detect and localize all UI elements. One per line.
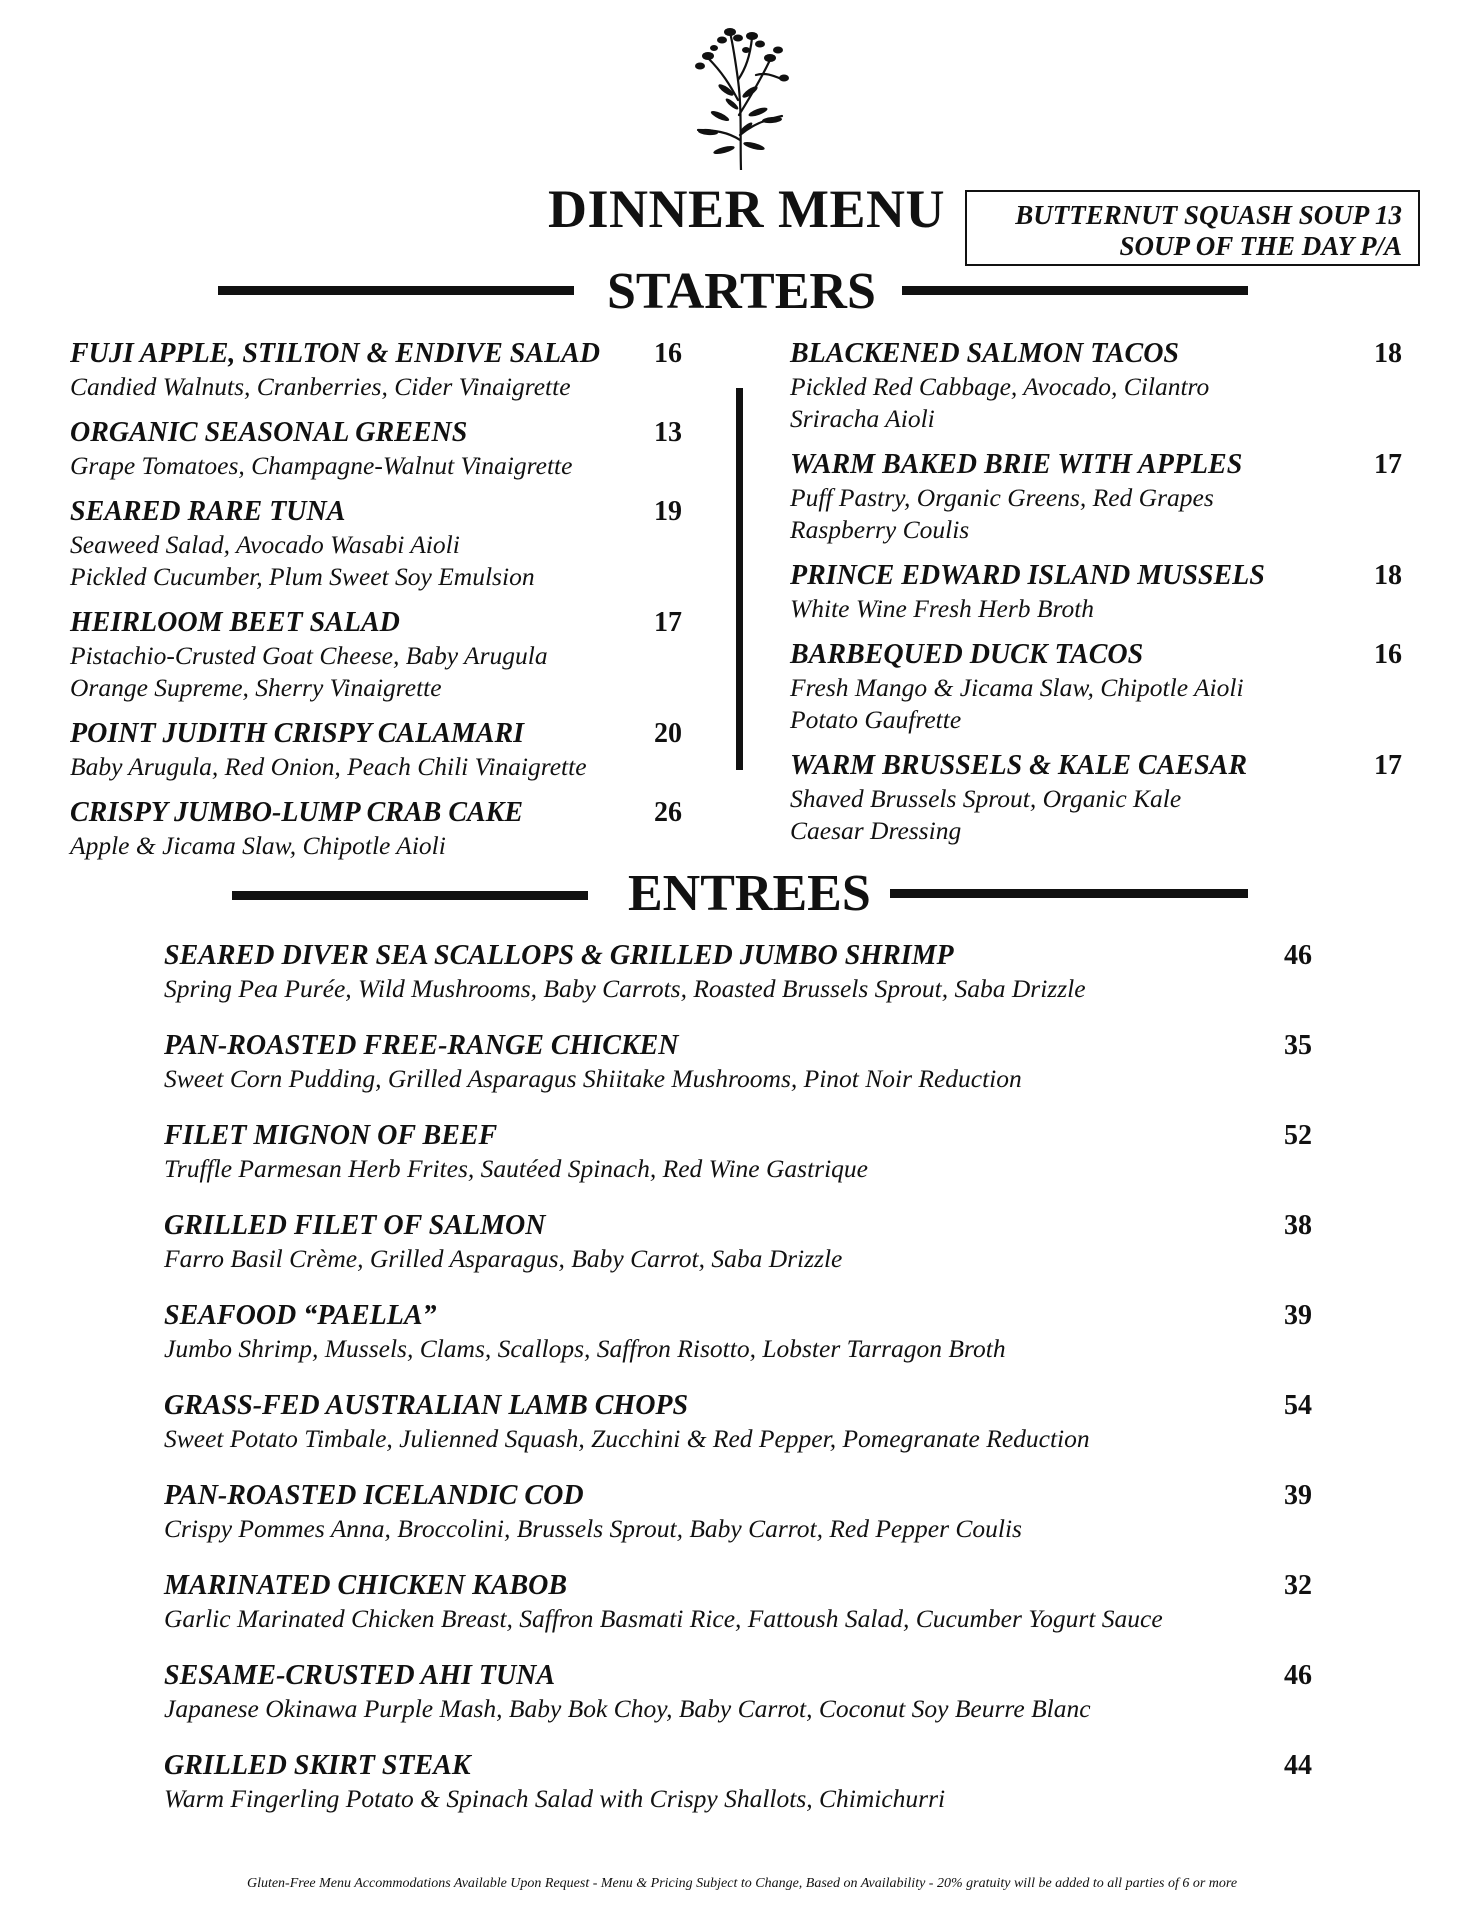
menu-item-price: 16 <box>654 338 682 369</box>
menu-item <box>70 338 690 403</box>
menu-item-price: 46 <box>1284 1660 1312 1691</box>
menu-item-description: Potato Gaufrette <box>790 705 962 734</box>
menu-item-description: Pickled Red Cabbage, Avocado, Cilantro <box>790 372 1210 401</box>
menu-item-name: PAN-ROASTED ICELANDIC COD <box>164 1480 584 1511</box>
menu-item-name: WARM BAKED BRIE WITH APPLES <box>790 449 1243 480</box>
menu-item-description: Raspberry Coulis <box>790 515 970 544</box>
menu-item <box>70 718 690 783</box>
menu-item-price: 16 <box>1374 639 1402 670</box>
menu-item <box>70 607 690 704</box>
footer-note: Gluten-Free Menu Accommodations Available Upon Request - Menu & Pricing Subject to Change, Based on Availability - 20% gratuity will be added to all parties of 6 or more <box>246 1876 1238 1891</box>
menu-item <box>70 417 690 482</box>
menu-item-price: 17 <box>1374 449 1402 480</box>
menu-item-price: 38 <box>1284 1210 1312 1241</box>
menu-item-description: Truffle Parmesan Herb Frites, Sautéed Spinach, Red Wine Gastrique <box>164 1154 869 1183</box>
menu-item-description: Japanese Okinawa Purple Mash, Baby Bok Choy, Baby Carrot, Coconut Soy Beurre Blanc <box>164 1694 1091 1723</box>
menu-item-name: HEIRLOOM BEET SALAD <box>70 607 400 638</box>
menu-item-description: Jumbo Shrimp, Mussels, Clams, Scallops, Saffron Risotto, Lobster Tarragon Broth <box>164 1334 1006 1363</box>
menu-item <box>790 560 1410 625</box>
menu-item-name: ORGANIC SEASONAL GREENS <box>70 417 468 448</box>
menu-item-description: Grape Tomatoes, Champagne-Walnut Vinaigrette <box>70 451 573 480</box>
menu-item-name: SEARED DIVER SEA SCALLOPS & GRILLED JUMBO SHRIMP <box>164 940 954 971</box>
menu-item-description: Puff Pastry, Organic Greens, Red Grapes <box>790 483 1214 512</box>
menu-item-description: Orange Supreme, Sherry Vinaigrette <box>70 673 442 702</box>
menu-item-price: 39 <box>1284 1300 1312 1331</box>
menu-item-price: 32 <box>1284 1570 1312 1601</box>
menu-item-description: Seaweed Salad, Avocado Wasabi Aioli <box>70 530 460 559</box>
menu-item-description: Sriracha Aioli <box>790 404 935 433</box>
menu-title: DINNER MENU <box>548 179 945 239</box>
menu-item-description: Caesar Dressing <box>790 816 962 845</box>
menu-item-description: Pistachio-Crusted Goat Cheese, Baby Arugula <box>70 641 548 670</box>
menu-item <box>70 496 690 593</box>
soup-box <box>965 190 1420 266</box>
menu-item-name: SEARED RARE TUNA <box>70 496 346 527</box>
menu-item-name: BARBEQUED DUCK TACOS <box>790 639 1144 670</box>
menu-item-price: 19 <box>654 496 682 527</box>
menu-item-price: 46 <box>1284 940 1312 971</box>
menu-item-description: Sweet Corn Pudding, Grilled Asparagus Shiitake Mushrooms, Pinot Noir Reduction <box>164 1064 1022 1093</box>
menu-item-name: CRISPY JUMBO-LUMP CRAB CAKE <box>70 797 524 828</box>
menu-item-name: PAN-ROASTED FREE-RANGE CHICKEN <box>164 1030 679 1061</box>
menu-item-price: 54 <box>1284 1390 1312 1421</box>
menu-item <box>164 940 1324 1005</box>
menu-item-price: 35 <box>1284 1030 1312 1061</box>
menu-item <box>164 1120 1324 1185</box>
menu-item-name: PRINCE EDWARD ISLAND MUSSELS <box>790 560 1265 591</box>
starters-heading: STARTERS <box>607 263 876 320</box>
menu-item-description: Farro Basil Crème, Grilled Asparagus, Baby Carrot, Saba Drizzle <box>164 1244 843 1273</box>
menu-item-name: GRILLED SKIRT STEAK <box>164 1750 471 1781</box>
menu-item-description: Warm Fingerling Potato & Spinach Salad with Crispy Shallots, Chimichurri <box>164 1784 946 1813</box>
menu-item <box>164 1390 1324 1455</box>
menu-item <box>164 1750 1324 1815</box>
menu-item-price: 17 <box>1374 750 1402 781</box>
menu-item <box>164 1660 1324 1725</box>
menu-item-description: Fresh Mango & Jicama Slaw, Chipotle Aioli <box>790 673 1244 702</box>
menu-item-name: SEAFOOD “PAELLA” <box>164 1300 437 1331</box>
menu-item <box>164 1300 1324 1365</box>
menu-item <box>790 338 1410 435</box>
menu-item-description: Apple & Jicama Slaw, Chipotle Aioli <box>70 831 446 860</box>
menu-item-price: 13 <box>654 417 682 448</box>
menu-item-price: 18 <box>1374 338 1402 369</box>
menu-item-price: 18 <box>1374 560 1402 591</box>
menu-item <box>164 1570 1324 1635</box>
menu-item-name: POINT JUDITH CRISPY CALAMARI <box>70 718 525 749</box>
menu-item <box>790 750 1410 847</box>
menu-item-description: White Wine Fresh Herb Broth <box>790 594 1095 623</box>
menu-item-price: 26 <box>654 797 682 828</box>
starters-rule-right <box>902 286 1248 295</box>
menu-item <box>164 1030 1324 1095</box>
menu-item <box>164 1480 1324 1545</box>
menu-item-name: GRILLED FILET OF SALMON <box>164 1210 546 1241</box>
menu-item-description: Sweet Potato Timbale, Julienned Squash, Zucchini & Red Pepper, Pomegranate Reduction <box>164 1424 1090 1453</box>
menu-item-description: Baby Arugula, Red Onion, Peach Chili Vinaigrette <box>70 752 587 781</box>
menu-item-description: Spring Pea Purée, Wild Mushrooms, Baby Carrots, Roasted Brussels Sprout, Saba Drizzle <box>164 974 1086 1003</box>
entrees-rule-left <box>232 891 588 900</box>
menu-item-price: 44 <box>1284 1750 1312 1781</box>
starters-column-divider <box>736 388 743 770</box>
menu-item-description: Pickled Cucumber, Plum Sweet Soy Emulsion <box>70 562 535 591</box>
soup-line-of-the-day: SOUP OF THE DAY P/A <box>1119 231 1402 261</box>
menu-item <box>164 1210 1324 1275</box>
menu-item-name: SESAME-CRUSTED AHI TUNA <box>164 1660 556 1691</box>
menu-item-name: BLACKENED SALMON TACOS <box>790 338 1179 369</box>
menu-item-name: FUJI APPLE, STILTON & ENDIVE SALAD <box>70 338 601 369</box>
starters-rule-left <box>218 286 574 295</box>
menu-item-name: FILET MIGNON OF BEEF <box>164 1120 498 1151</box>
menu-item-description: Shaved Brussels Sprout, Organic Kale <box>790 784 1182 813</box>
entrees-heading: ENTREES <box>628 865 871 922</box>
menu-item-price: 52 <box>1284 1120 1312 1151</box>
menu-item-description: Crispy Pommes Anna, Broccolini, Brussels Sprout, Baby Carrot, Red Pepper Coulis <box>164 1514 1022 1543</box>
herb-logo-icon <box>686 20 796 170</box>
soup-line-butternut: BUTTERNUT SQUASH SOUP 13 <box>1015 200 1402 230</box>
menu-item <box>70 797 690 862</box>
menu-item-price: 39 <box>1284 1480 1312 1511</box>
menu-item-description: Garlic Marinated Chicken Breast, Saffron Basmati Rice, Fattoush Salad, Cucumber Yogurt Sauce <box>164 1604 1163 1633</box>
entrees-rule-right <box>890 889 1248 898</box>
menu-item-description: Candied Walnuts, Cranberries, Cider Vinaigrette <box>70 372 571 401</box>
menu-item <box>790 639 1410 736</box>
menu-item-price: 17 <box>654 607 682 638</box>
menu-item-name: WARM BRUSSELS & KALE CAESAR <box>790 750 1247 781</box>
menu-item-name: MARINATED CHICKEN KABOB <box>164 1570 568 1601</box>
menu-item-price: 20 <box>654 718 682 749</box>
menu-item <box>790 449 1410 546</box>
menu-item-name: GRASS-FED AUSTRALIAN LAMB CHOPS <box>164 1390 689 1421</box>
